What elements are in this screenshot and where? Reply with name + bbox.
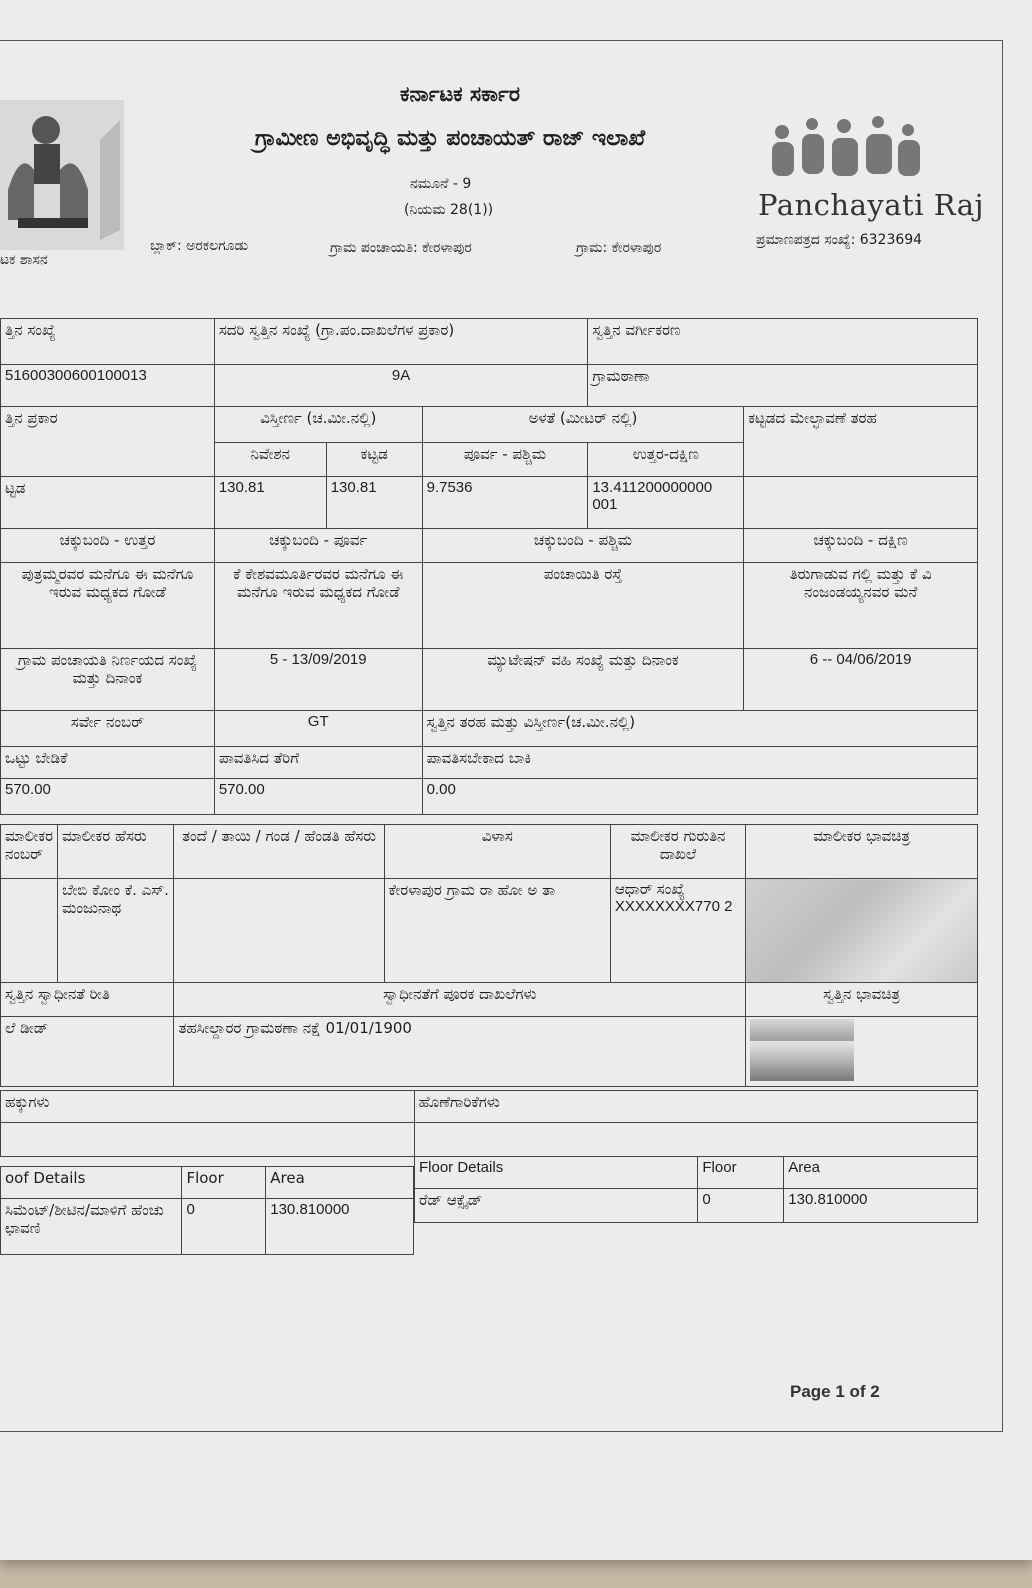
- boundary-north-label: ಚಕ್ಕುಬಂದಿ - ಉತ್ತರ: [1, 529, 215, 563]
- left-floor-label: Floor: [182, 1167, 266, 1199]
- owner-name-value: ಬೇಬಿ ಕೋಂ ಕೆ. ಎಸ್. ಮಂಜುನಾಥ: [58, 879, 174, 983]
- owner-address-value: ಕೇರಳಾಪುರ ಗ್ರಾಮ ರಾ ಹೋ ಅ ತಾ: [384, 879, 610, 983]
- owner-address-label: ವಿಳಾಸ: [384, 825, 610, 879]
- classification-value: ಗ್ರಾಮಠಾಣಾ: [588, 365, 978, 407]
- sadari-label: ಸದರಿ ಸ್ವತ್ತಿನ ಸಂಖ್ಯೆ (ಗ್ರಾ.ಪಂ.ದಾಖಲೆಗಳ ಪ್ರಕಾರ): [214, 319, 588, 365]
- government-title: ಕರ್ನಾಟಕ ಸರ್ಕಾರ: [400, 82, 520, 106]
- owner-number-value: [1, 879, 58, 983]
- resolution-value: 5 - 13/09/2019: [214, 649, 422, 711]
- right-area-value: 130.810000: [784, 1189, 978, 1223]
- liabilities-label: ಹೊಣೆಗಾರಿಕೆಗಳು: [414, 1091, 977, 1123]
- east-west-value: 9.7536: [422, 477, 588, 529]
- karnataka-emblem-icon: [0, 100, 124, 250]
- acquisition-method-label: ಸ್ವತ್ತಿನ ಸ್ವಾಧೀನತೆ ರೀತಿ: [1, 983, 174, 1017]
- property-kind-label: ಸ್ವತ್ತಿನ ತರಹ ಮತ್ತು ವಿಸ್ತೀರ್ಣ(ಚ.ಮೀ.ನಲ್ಲಿ): [422, 711, 977, 747]
- roof-floor-table: [0, 1166, 414, 1255]
- owner-name-label: ಮಾಲೀಕರ ಹೆಸರು: [58, 825, 174, 879]
- page-number: Page 1 of 2: [790, 1382, 880, 1401]
- panchayati-raj-people-icon: [752, 110, 932, 190]
- owner-number-label: ಮಾಲೀಕರ ನಂಬರ್: [1, 825, 58, 879]
- acquisition-method-value: ಲೆ ಡೀಡ್: [1, 1017, 174, 1087]
- property-photo: [750, 1019, 854, 1081]
- building-value: 130.81: [326, 477, 422, 529]
- balance-label: ಪಾವತಿಸಬೇಕಾದ ಬಾಕಿ: [422, 747, 977, 779]
- rights-label: ಹಕ್ಕುಗಳು: [1, 1091, 415, 1123]
- owner-id-doc-value: ಆಧಾರ್ ಸಂಖ್ಯೆ XXXXXXXX770 2: [610, 879, 745, 983]
- boundary-south-value: ತಿರುಗಾಡುವ ಗಲ್ಲಿ ಮತ್ತು ಕೆ ವಿ ನಂಜಂಡಯ್ಯನವರ ಮನೆ: [744, 563, 978, 649]
- mutation-value: 6 -- 04/06/2019: [744, 649, 978, 711]
- balance-value: 0.00: [422, 779, 977, 815]
- left-area-label: Area: [266, 1167, 414, 1199]
- roof-type-label: ಕಟ್ಟಡದ ಮೇಲ್ಛಾವಣೆ ತರಹ: [744, 407, 978, 477]
- tax-paid-value: 570.00: [214, 779, 422, 815]
- survey-number-value: GT: [214, 711, 422, 747]
- property-photo-label: ಸ್ವತ್ತಿನ ಭಾವಚಿತ್ರ: [746, 983, 978, 1017]
- property-photo-cell: [746, 1017, 978, 1087]
- north-south-value: 13.411200000000 001: [588, 477, 744, 529]
- property-id-value: 51600300600100013: [1, 365, 215, 407]
- boundary-north-value: ಪುತ್ರಮ್ಮರವರ ಮನೆಗೂ ಈ ಮನೆಗೂ ಇರುವ ಮಧ್ಯಕದ ಗೋಡೆ: [1, 563, 215, 649]
- right-area-label: Area: [784, 1157, 978, 1189]
- tax-paid-label: ಪಾವತಿಸಿದ ತೆರಿಗೆ: [214, 747, 422, 779]
- emblem-caption: ಟಕ ಶಾಸನ: [0, 252, 48, 268]
- boundary-east-value: ಕೆ ಕೇಶವಮೂರ್ತಿರವರ ಮನೆಗೂ ಈ ಮನೆಗೂ ಇರುವ ಮಧ್ಯಕದ ಗೋಡೆ: [214, 563, 422, 649]
- acquisition-docs-label: ಸ್ವಾಧೀನತೆಗೆ ಪೂರಕ ದಾಖಲೆಗಳು: [174, 983, 746, 1017]
- area-label: ವಿಸ್ತೀರ್ಣ (ಚ.ಮೀ.ನಲ್ಲಿ): [214, 407, 422, 443]
- building-label: ಕಟ್ಟಡ: [326, 443, 422, 477]
- property-type-label: ತ್ತಿನ ಪ್ರಕಾರ: [1, 407, 215, 477]
- owner-parent-label: ತಂದೆ / ತಾಯಿ / ಗಂಡ / ಹೆಂಡತಿ ಹೆಸರು: [174, 825, 384, 879]
- rights-table: [0, 1090, 978, 1157]
- owner-id-doc-label: ಮಾಲೀಕರ ಗುರುತಿನ ದಾಖಲೆ: [610, 825, 745, 879]
- boundary-east-label: ಚಕ್ಕುಬಂದಿ - ಪೂರ್ವ: [214, 529, 422, 563]
- roof-type-detail-value: ಸಿಮೆಂಟ್/ಶೀಟಿನ/ಮಾಳಿಗೆ ಹೆಂಚು ಛಾವಣಿ: [1, 1199, 182, 1255]
- resolution-label: ಗ್ರಾಮ ಪಂಚಾಯತಿ ನಿರ್ಣಯದ ಸಂಖ್ಯೆ ಮತ್ತು ದಿನಾಂಕ: [1, 649, 215, 711]
- acquisition-docs-value: ತಹಸೀಲ್ದಾರರ ಗ್ರಾಮಠಣಾ ನಕ್ಷೆ 01/01/1900: [174, 1017, 746, 1087]
- department-title: ಗ್ರಾಮೀಣ ಅಭಿವೃದ್ಧಿ ಮತ್ತು ಪಂಚಾಯತ್ ರಾಜ್ ಇಲಾಖೆ: [254, 126, 646, 151]
- roof-details-label: oof Details: [1, 1167, 182, 1199]
- site-label: ನಿವೇಶನ: [214, 443, 326, 477]
- mutation-label: ಮ್ಯುಟೇಷನ್ ವಹಿ ಸಂಖ್ಯೆ ಮತ್ತು ದಿನಾಂಕ: [422, 649, 744, 711]
- panchayati-raj-logo-text: Panchayati Raj: [758, 188, 984, 222]
- owner-photo: [746, 879, 978, 983]
- floor-details-table: [414, 1156, 978, 1223]
- right-floor-value: 0: [698, 1189, 784, 1223]
- floor-details-label: Floor Details: [415, 1157, 698, 1189]
- roof-type-value: [744, 477, 978, 529]
- survey-number-label: ಸರ್ವೇ ನಂಬರ್: [1, 711, 215, 747]
- east-west-label: ಪೂರ್ವ - ಪಶ್ಚಿಮ: [422, 443, 588, 477]
- left-floor-value: 0: [182, 1199, 266, 1255]
- gram-panchayat-name: ಗ್ರಾಮ ಪಂಚಾಯತಿ: ಕೇರಳಾಪುರ: [330, 240, 472, 256]
- form-number: ನಮೂನೆ - 9: [410, 176, 472, 192]
- total-demand-label: ಒಟ್ಟು ಬೇಡಿಕೆ: [1, 747, 215, 779]
- north-south-label: ಉತ್ತರ-ದಕ್ಷಿಣ: [588, 443, 744, 477]
- site-value: 130.81: [214, 477, 326, 529]
- owner-table: [0, 824, 978, 1087]
- rights-value: [1, 1123, 415, 1157]
- rule-number: (ನಿಯಮ 28(1)): [404, 202, 494, 218]
- certificate-number: ಪ್ರಮಾಣಪತ್ರದ ಸಂಖ್ಯೆ: 6323694: [756, 232, 923, 248]
- owner-photo-label: ಮಾಲೀಕರ ಭಾವಚಿತ್ರ: [746, 825, 978, 879]
- liabilities-value: [414, 1123, 977, 1157]
- sadari-value: 9A: [214, 365, 588, 407]
- block-name: ಬ್ಲಾಕ್: ಅರಕಲಗೂಡು: [150, 238, 249, 254]
- property-id-label: ತ್ತಿನ ಸಂಖ್ಯೆ: [1, 319, 215, 365]
- measure-label: ಅಳತೆ (ಮೀಟರ್ ನಲ್ಲಿ): [422, 407, 744, 443]
- left-area-value: 130.810000: [266, 1199, 414, 1255]
- property-table: [0, 318, 978, 815]
- owner-parent-value: [174, 879, 384, 983]
- total-demand-value: 570.00: [1, 779, 215, 815]
- property-type-value: ಟ್ಟಡ: [1, 477, 215, 529]
- village-name: ಗ್ರಾಮ: ಕೇರಳಾಪುರ: [576, 240, 662, 256]
- boundary-west-label: ಚಕ್ಕುಬಂದಿ - ಪಶ್ಚಿಮ: [422, 529, 744, 563]
- floor-details-value: ರೆಡ್ ಆಕ್ಸೈಡ್: [415, 1189, 698, 1223]
- right-floor-label: Floor: [698, 1157, 784, 1189]
- classification-label: ಸ್ವತ್ತಿನ ವರ್ಗೀಕರಣ: [588, 319, 978, 365]
- boundary-west-value: ಪಂಚಾಯಿತಿ ರಸ್ತೆ: [422, 563, 744, 649]
- boundary-south-label: ಚಕ್ಕುಬಂದಿ - ದಕ್ಷಿಣ: [744, 529, 978, 563]
